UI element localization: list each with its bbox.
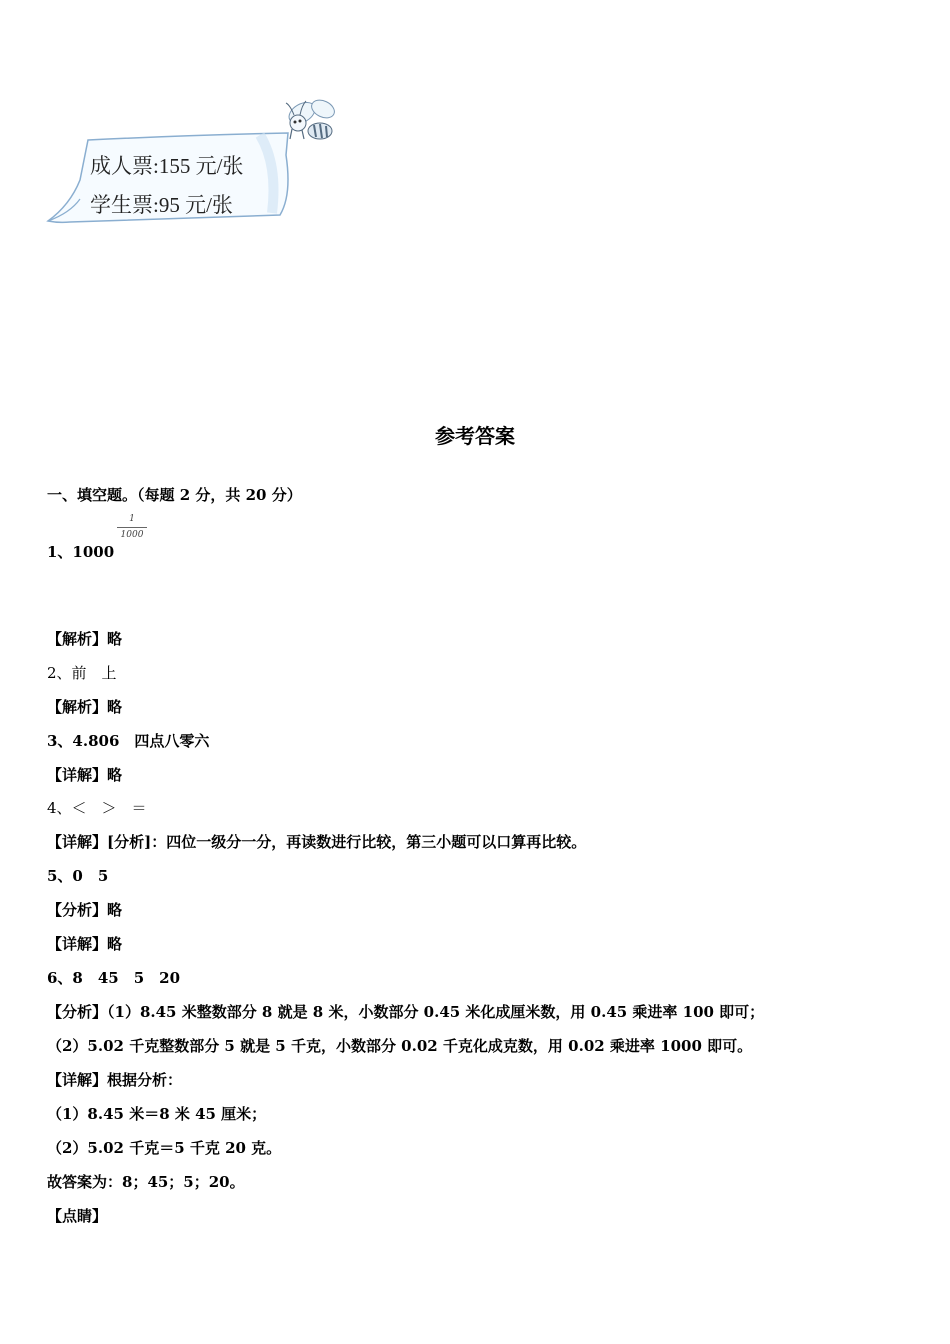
fraction-bar bbox=[117, 527, 147, 528]
answer-line-4: 【解析】略 bbox=[47, 698, 123, 716]
answer-line-2: 【解析】略 bbox=[47, 630, 123, 648]
page-title: 参考答案 bbox=[435, 424, 515, 448]
fraction-numerator: 1 bbox=[129, 514, 135, 524]
answer-line-18: 故答案为：8；45；5；20。 bbox=[47, 1173, 245, 1191]
answer-line-14: （2）5.02 千克整数部分 5 就是 5 千克，小数部分 0.02 千克化成克数，用 0.02 乘进率 1000 即可。 bbox=[47, 1037, 753, 1055]
answer-line-7: 4、＜ ＞ ＝ bbox=[47, 799, 147, 817]
answer-line-12: 6、8 45 5 20 bbox=[47, 969, 181, 987]
answer-line-3: 2、前 上 bbox=[47, 664, 117, 682]
ticket-price-sign bbox=[40, 95, 350, 230]
answer-line-19: 【点睛】 bbox=[47, 1207, 108, 1225]
answer-line-1: 1、1000 bbox=[47, 543, 115, 561]
answer-line-11: 【详解】略 bbox=[47, 935, 123, 953]
answer-line-5: 3、4.806 四点八零六 bbox=[47, 732, 210, 750]
answer-line-15: 【详解】根据分析： bbox=[47, 1071, 183, 1089]
answer-line-10: 【分析】略 bbox=[47, 901, 123, 919]
adult-ticket-price: 成人票:155 元/张 bbox=[90, 154, 244, 178]
student-ticket-price: 学生票:95 元/张 bbox=[90, 193, 233, 217]
section-heading: 一、填空题。（每题 2 分，共 20 分） bbox=[47, 486, 302, 504]
fraction-denominator: 1000 bbox=[120, 530, 144, 540]
fraction-image bbox=[117, 514, 147, 541]
answer-line-6: 【详解】略 bbox=[47, 766, 123, 784]
answer-line-9: 5、0 5 bbox=[47, 867, 109, 885]
answer-line-8: 【详解】[分析]：四位一级分一分，再读数进行比较，第三小题可以口算再比较。 bbox=[47, 833, 587, 851]
answer-line-16: （1）8.45 米＝8 米 45 厘米； bbox=[47, 1105, 267, 1123]
answer-line-17: （2）5.02 千克＝5 千克 20 克。 bbox=[47, 1139, 282, 1157]
bee-icon bbox=[285, 97, 337, 139]
answer-line-13: 【分析】（1）8.45 米整数部分 8 就是 8 米，小数部分 0.45 米化成厘米数，用 0.45 乘进率 100 即可； bbox=[47, 1003, 765, 1021]
